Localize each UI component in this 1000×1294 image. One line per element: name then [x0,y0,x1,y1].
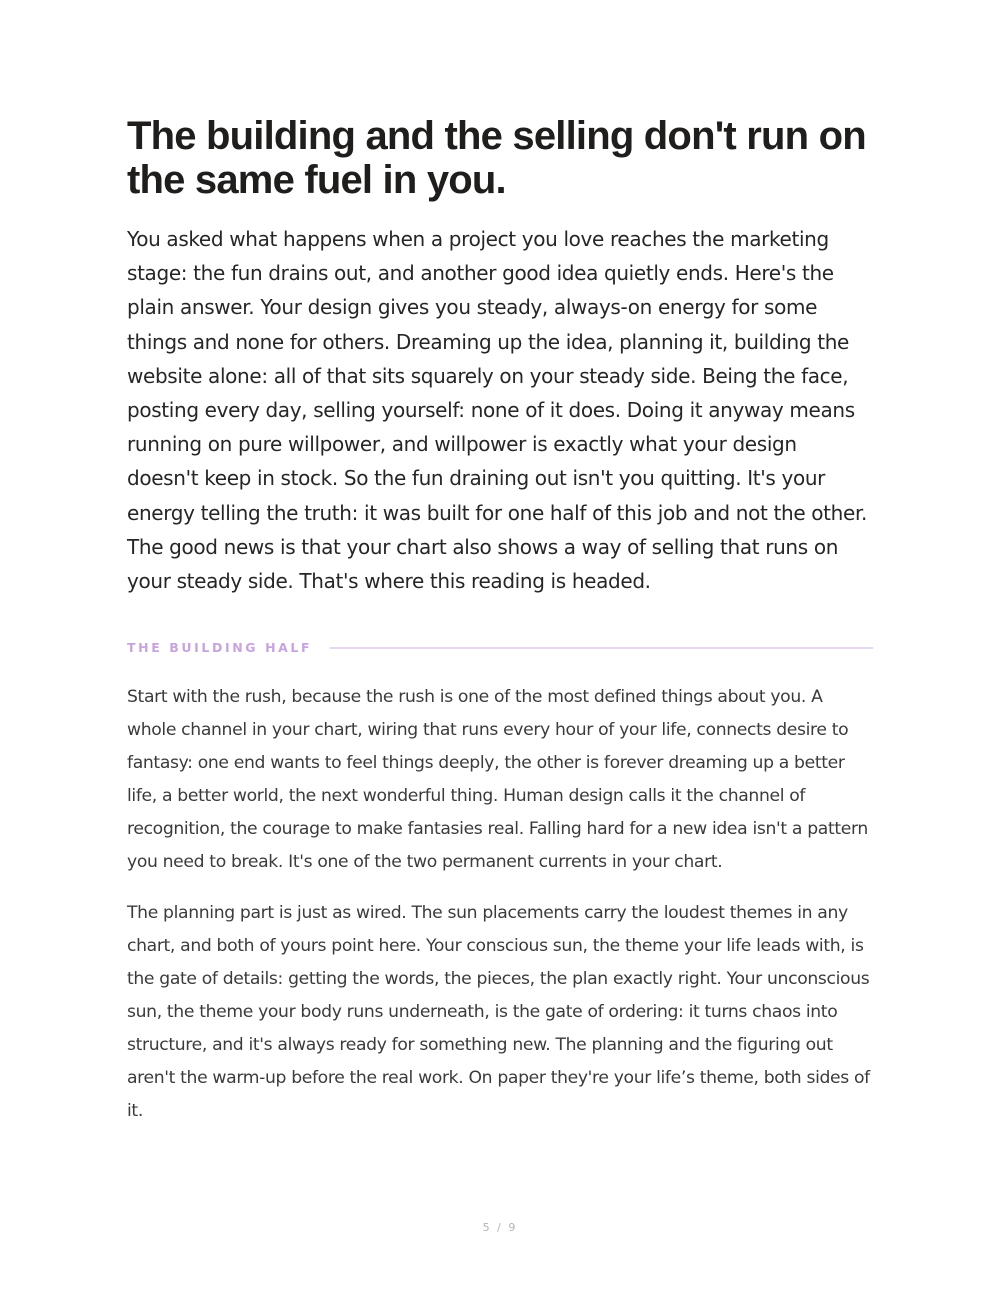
page-number: 5 / 9 [482,1221,518,1234]
body-paragraph: The planning part is just as wired. The sun placements carry the loudest themes in any chart, and both of yours point here. Your conscious sun, the theme your life leads with, is the gate of details: getting the words, the pieces, the plan exactly right. Your unconscious sun, the theme your body runs underneath, is the gate of ordering: it turns chaos into structure, and it's always ready for something new. The planning and the figuring out aren't the warm-up before the real work. On paper they're your life’s theme, both sides of it. [127,903,870,1122]
body-paragraph: Start with the rush, because the rush is one of the most defined things about you. A whole channel in your chart, wiring that runs every hour of your life, connects desire to fantasy: one end wants to feel things deeply, the other is forever dreaming up a better life, a better world, the next wonderful thing. Human design calls it the channel of recognition, the courage to make fantasies real. Falling hard for a new idea isn't a pattern you need to break. It's one of the two permanent currents in your chart. [127,687,868,873]
section-header [127,640,873,655]
section-divider [330,647,873,649]
page-content [127,114,873,1128]
page-title: The building and the selling don't run on the same fuel in you. [127,114,866,202]
section-label: THE BUILDING HALF [127,640,313,656]
intro-paragraph: You asked what happens when a project you love reaches the marketing stage: the fun drains out, and another good idea quietly ends. Here's the plain answer. Your design gives you steady, always-on energy for some things and none for others. Dreaming up the idea, planning it, building the website alone: all of that sits squarely on your steady side. Being the face, posting every day, selling yourself: none of it does. Doing it anyway means running on pure willpower, and willpower is exactly what your design doesn't keep in stock. So the fun draining out isn't you quitting. It's your energy telling the truth: it was built for one half of this job and not the other. The good news is that your chart also shows a way of selling that runs on your steady side. That's where this reading is headed. [127,227,867,594]
